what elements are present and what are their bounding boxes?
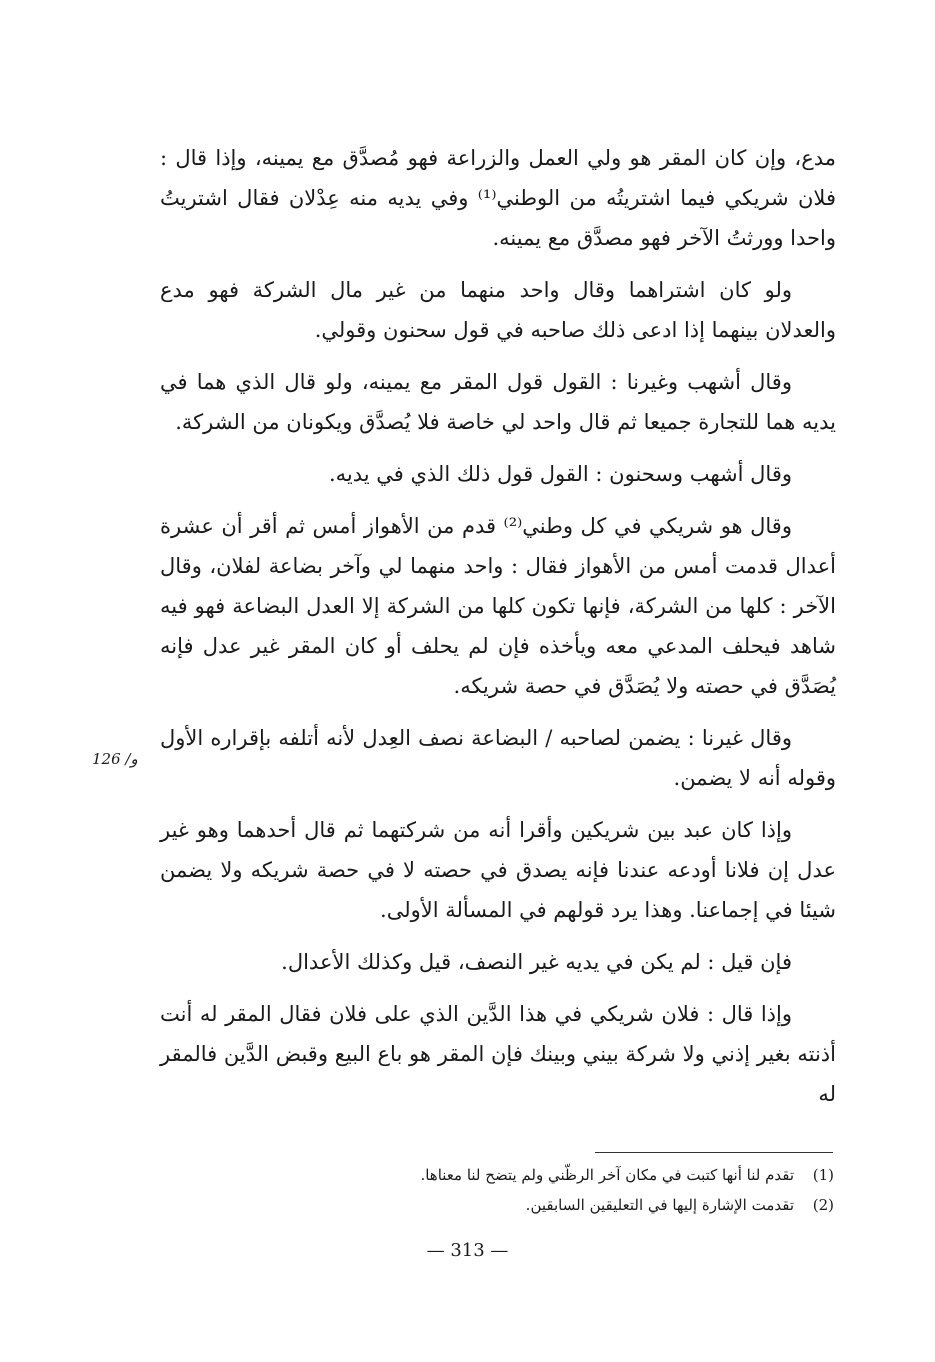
paragraph-2: ولو كان اشتراهما وقال واحد منهما من غير مال الشركة فهو مدع والعدلان بينهما إذا ادعى ذلك صاحبه في قول سحنون وقولي. (160, 278, 836, 342)
paragraph-7: وإذا كان عبد بين شريكين وأقرا أنه من شركتهما ثم قال أحدهما وهو غير عدل إن فلانا أودعه عندنا فإنه يصدق في حصته لا في حصة شريكه ولا يضمن شيئا في إجماعنا. وهذا يرد قولهم في المسألة الأولى. (160, 818, 836, 922)
paragraph-1: مدع، وإن كان المقر هو ولي العمل والزراعة فهو مُصدَّق مع يمينه، وإذا قال : فلان شريكي فيما اشتريتُه من الوطني⁽¹⁾ وفي يديه منه عِدْلان فقال اشتريتُ واحدا وورثتُ الآخر فهو مصدَّق مع يمينه. (160, 146, 837, 250)
footnote-text: تقدمت الإشارة إليها في التعليقين السابقين. (525, 1196, 794, 1214)
folio-margin-note: 126 /و (92, 750, 138, 768)
paragraph-6: وقال غيرنا : يضمن لصاحبه / البضاعة نصف العِدل لأنه أتلفه بإقراره الأول وقوله أنه لا يضمن. (160, 726, 836, 790)
body-text (160, 138, 836, 1126)
footnote-number: (1) (812, 1166, 834, 1184)
page-number: — 313 — (426, 1240, 509, 1261)
footnote-1 (300, 1160, 834, 1190)
footnotes (300, 1160, 834, 1220)
paragraph-9: وإذا قال : فلان شريكي في هذا الدَّين الذي على فلان فقال المقر له أنت أذنته بغير إذني ولا شركة بيني وبينك فإن المقر هو باع البيع وقبض الدَّين فالمقر له (160, 1002, 836, 1106)
footnote-text: تقدم لنا أنها كتبت في مكان آخر الرظّني ولم يتضح لنا معناها. (420, 1166, 794, 1184)
paragraph-4: وقال أشهب وسحنون : القول قول ذلك الذي في يديه. (328, 462, 792, 486)
paragraph-8: فإن قيل : لم يكن في يديه غير النصف، قيل وكذلك الأعدال. (281, 950, 792, 974)
footnote-2 (300, 1190, 834, 1220)
paragraph-5: وقال هو شريكي في كل وطني⁽²⁾ قدم من الأهواز أمس ثم أقر أن عشرة أعدال قدمت أمس من الأهواز فقال : واحد منهما لي وآخر بضاعة لفلان، وقال الآخر : كلها من الشركة، فإنها تكون كلها من الشركة إلا العدل البضاعة فهو فيه شاهد فيحلف المدعي معه ويأخذه فإن لم يحلف أو كان المقر غير عدل فإنه يُصَدَّق في حصته ولا يُصَدَّق في حصة شريكه. (160, 514, 836, 698)
paragraph-3: وقال أشهب وغيرنا : القول قول المقر مع يمينه، ولو قال الذي هما في يديه هما للتجارة جميعا ثم قال واحد لي خاصة فلا يُصدَّق ويكونان من الشركة. (160, 370, 836, 434)
footnote-divider (595, 1152, 833, 1153)
footnote-number: (2) (812, 1196, 834, 1214)
